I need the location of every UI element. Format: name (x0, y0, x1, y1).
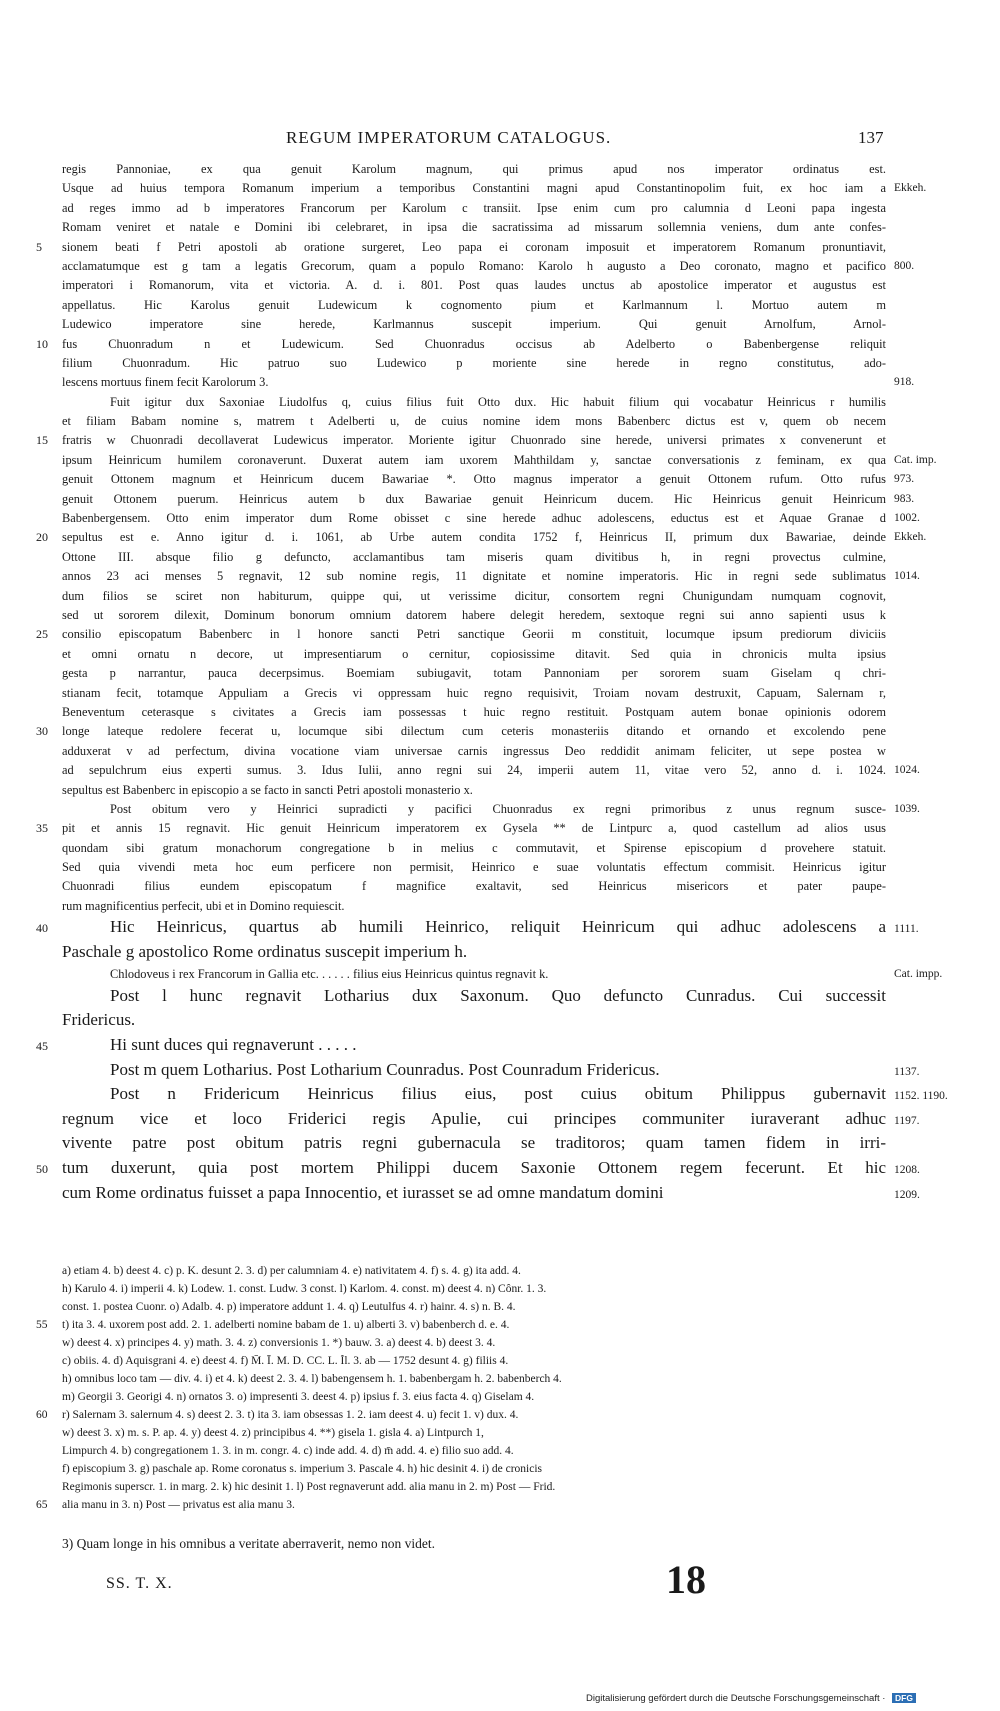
margin-note: 1014. (894, 570, 920, 583)
text-line (0, 722, 1000, 741)
line-number: 25 (36, 627, 48, 642)
text-line (0, 315, 1000, 334)
line-text: regis Pannoniae, ex qua genuit Karolum magnum, qui primus apud nos imperator ordinatus est. (62, 162, 886, 176)
footnote-text: w) deest 3. x) m. s. P. ap. 4. y) deest 4. z) principibus 4. **) gisela 1. gisla 4. a) Lintpurch 1, (62, 1427, 484, 1439)
line-text: annos 23 aci menses 5 regnavit, 12 sub nomine regis, 11 dignitate et nomine imperatoris. Hic in regni sede sublimatus (62, 569, 886, 584)
footnote-line (0, 1371, 1000, 1389)
page-number: 137 (858, 128, 884, 147)
line-text: ipsum Heinricum humilem coronaverunt. Duxerat autem iam uxorem Mahthildam y, sanctae conversationis z feminam, ex qua (62, 452, 886, 467)
line-text: Hi sunt duces qui regnaverunt . . . . . (110, 1035, 357, 1054)
footnote-text: Regimonis superscr. 1. in marg. 2. k) hic desinit 1. l) Post regnaverunt add. alia manu in 2. m) Post — Frid. (62, 1481, 556, 1493)
line-text: sepultus est e. Anno igitur d. i. 1061, ab Urbe autem condita 1752 f, Heinricus II, primum dux Bawariae, deinde (62, 530, 886, 545)
line-text: acclamatumque est g tam a legatis Grecorum, quam a populo Romano: Karolo h augusto a Deo coronato, magno et pacifico (62, 258, 886, 273)
line-text: fratris w Chuonradi decollaverat Ludewicus imperator. Moriente igitur Chuonrado sine herede, universi primates x convenerunt et (62, 433, 886, 448)
line-number: 10 (36, 336, 48, 351)
text-line (0, 451, 1000, 470)
text-line (0, 354, 1000, 373)
text-line (0, 296, 1000, 315)
footnote-text: w) deest 4. x) principes 4. y) math. 3. 4. z) conversionis 1. *) bauw. 3. a) deest 4. b) deest 3. 4. (62, 1337, 496, 1349)
line-text: gesta p narrantur, pauca decerpsimus. Boemiam subiugavit, totam Pannoniam per sororem suam Giselam q chri- (62, 666, 886, 681)
margin-note: 983. (894, 492, 915, 505)
text-line (0, 916, 1000, 941)
margin-note: 1111. (894, 923, 919, 936)
text-line (0, 606, 1000, 625)
text-line (0, 965, 1000, 984)
footnote-text: t) ita 3. 4. uxorem post add. 2. 1. adelberti nomine babam de 1. u) alberti 3. v) babenberch d. e. 4. (62, 1319, 510, 1331)
footnote-line (0, 1353, 1000, 1371)
text-line (0, 509, 1000, 528)
text-line (0, 1108, 1000, 1133)
footnote-line (0, 1263, 1000, 1281)
line-text: quondam sibi gratum monachorum congregatione b in melius c commutavit, et Spirense episcopium d provehere statuit. (62, 840, 886, 855)
footnote-text: r) Salernam 3. salernum 4. s) deest 2. 3. t) ita 3. iam obsessas 1. 2. iam deest 4. u) fecit 1. v) dux. 4. (62, 1409, 519, 1421)
text-line (0, 431, 1000, 450)
line-text: genuit Ottonem puerum. Heinricus autem b dux Bawariae genuit Heinricum ducem. Hic Heinricus genuit Heinricum (62, 491, 886, 506)
line-text: rum magnificentius perfecit, ubi et in Domino requiescit. (62, 898, 345, 913)
margin-note: Ekkeh. (894, 182, 927, 195)
line-text: longe lateque redolere fecerat u, locumque sibi dilectum cum ceteris monasteriis ditando et ornando et excolendo pene (62, 724, 886, 739)
line-text: Fridericus. (62, 1010, 136, 1030)
margin-note: 1137. (894, 1065, 920, 1078)
line-text: Chlodoveus i rex Francorum in Gallia etc. . . . . . filius eius Heinricus quintus regnavit k. (110, 967, 549, 982)
line-number: 65 (36, 1499, 48, 1511)
footnote-line (0, 1281, 1000, 1299)
text-line (0, 218, 1000, 237)
text-line (0, 684, 1000, 703)
line-text: Romam veniret et natale e Domini ibi celebraret, in ipsa die sacratissima ad missarum sollemnia veniens, dum ante confes- (62, 220, 886, 235)
text-line (0, 567, 1000, 586)
margin-note: 1002. (894, 512, 920, 525)
page-header (0, 128, 1000, 158)
line-text: Ottone III. absque filio g defuncto, acclamantibus tam miseris quam divitibus h, in regni provectus culmine, (62, 549, 886, 564)
line-number: 30 (36, 724, 48, 739)
line-text: ad reges immo ad b imperatores Francorum per Karolum c transiit. Ipse enim cum pro calumnia d Leoni papa ingesta (62, 200, 886, 215)
text-line (0, 1132, 1000, 1157)
line-text: fus Chuonradum n et Ludewicum. Sed Chuonradus occisus ab Adelberto o Babenbergense reliquit (62, 336, 886, 351)
text-line (0, 276, 1000, 295)
line-text: Sed quia vivendi meta hoc eum perficere non permisit, Heinrico e suae voluntatis effectum commisit. Heinricus igitur (62, 860, 886, 875)
line-text: genuit Ottonem magnum et Heinricum ducem Bawariae *. Otto magnus imperator a genuit Ottonem rufum. Otto rufus (62, 472, 886, 487)
text-line (0, 839, 1000, 858)
text-line (0, 985, 1000, 1010)
footnote-text: h) Karulo 4. i) imperii 4. k) Lodew. 1. const. Ludw. 3 const. l) Karlom. 4. const. m) deest 4. n) Cônr. 1. 3. (62, 1283, 547, 1295)
text-line (0, 470, 1000, 489)
text-line (0, 412, 1000, 431)
text-line (0, 528, 1000, 547)
line-number: 5 (36, 239, 42, 254)
line-text: imperatori i Romanorum, vita et victoria. A. d. i. 801. Post quas laudes unctus ab apostolice imperator et augustus est (62, 278, 886, 293)
text-line (0, 160, 1000, 179)
line-text: adduxerat v ad perfectum, divina vocatione viam universae carnis ingressus Deo reddidit animam feliciter, ut sepe postea w (62, 743, 886, 758)
text-line (0, 179, 1000, 198)
line-text: cum Rome ordinatus fuisset a papa Innocentio, et iurasset se ad omne mandatum domini (62, 1182, 664, 1202)
text-line (0, 490, 1000, 509)
footnote-text: Limpurch 4. b) congregationem 1. 3. in m. congr. 4. c) inde add. 4. d) m̄ add. 4. e) filio suo add. 4. (62, 1445, 514, 1457)
text-line (0, 877, 1000, 896)
line-number: 60 (36, 1409, 48, 1421)
margin-note: 1039. (894, 802, 920, 815)
text-line (0, 800, 1000, 819)
footnote-line (0, 1425, 1000, 1443)
text-line (0, 257, 1000, 276)
line-number: 50 (36, 1161, 48, 1176)
line-text: appellatus. Hic Karolus genuit Ludewicum k cognomento pium et Karlmannum l. Mortuo autem m (62, 297, 886, 312)
main-text (0, 160, 1000, 1206)
text-line (0, 781, 1000, 800)
line-text: dum filios se sciret non habiturum, quippe qui, ut verissime dicitur, consortem regni Chunigundam numquam cognovit, (62, 588, 886, 603)
footnote-line (0, 1407, 1000, 1425)
line-number: 55 (36, 1319, 48, 1331)
margin-note: 1209. (894, 1188, 920, 1201)
line-text: Post l hunc regnavit Lotharius dux Saxonum. Quo defuncto Cunradus. Cui successit (110, 985, 886, 1005)
text-line (0, 645, 1000, 664)
line-text: Chuonradi filius eundem episcopatum f magnifice exaltavit, sed Heinricus misericors et pater paupe- (62, 879, 886, 894)
margin-note: 800. (894, 259, 915, 272)
line-text: Post n Fridericum Heinricus filius eius, post cuius obitum Philippus gubernavit (110, 1084, 886, 1104)
line-text: sionem beati f Petri apostoli ab oratione surgeret, Leo papa ei coronam imposuit et imperatorem Romanum pronuntiavit, (62, 239, 886, 254)
dfg-logo: DFG (892, 1693, 916, 1703)
line-text: consilio episcopatum Babenberc in l honore sancti Petri sanctique Georii m constituit, locumque ipsum prediorum diviciis (62, 627, 886, 642)
footnote-line (0, 1497, 1000, 1515)
footnote-text: a) etiam 4. b) deest 4. c) p. K. desunt 2. 3. d) per calumniam 4. e) nativitatem 4. f) s. 4. g) ita add. 4. (62, 1265, 521, 1277)
volume-signature: SS. T. X. (106, 1575, 173, 1592)
footnote-text: f) episcopium 3. g) paschale ap. Rome coronatus s. imperium 3. Pascale 4. h) hic desinit 4. i) de cronicis (62, 1463, 543, 1475)
text-line (0, 1157, 1000, 1182)
line-text: et filiam Babam nomine s, matrem t Adelberti u, de cuius nomine idem mons Babenberc dictus est v, quem ob necem (62, 414, 886, 429)
line-text: Paschale g apostolico Rome ordinatus suscepit imperium h. (62, 941, 468, 961)
footnote-line (0, 1317, 1000, 1335)
line-number: 15 (36, 433, 48, 448)
footnote-line (0, 1335, 1000, 1353)
footnote-line (0, 1443, 1000, 1461)
text-line (0, 373, 1000, 392)
text-line (0, 1182, 1000, 1207)
line-text: Post m quem Lotharius. Post Lotharium Counradus. Post Counradum Fridericus. (110, 1059, 660, 1079)
line-text: stianam fecit, totamque Appuliam a Grecis vi oppressam huic regno requisivit, Troiam novam destruxit, Capuam, Salernam r, (62, 685, 886, 700)
text-line (0, 941, 1000, 966)
text-line (0, 587, 1000, 606)
margin-note: 973. (894, 473, 915, 486)
footnote-text: m) Georgii 3. Georigi 4. n) ornatos 3. o) impresenti 3. deest 4. p) ipsius f. 3. eius facta 4. q) Giselam 4. (62, 1391, 535, 1403)
margin-note: 1208. (894, 1163, 920, 1176)
footnotes (0, 1263, 1000, 1515)
text-line (0, 335, 1000, 354)
text-line (0, 199, 1000, 218)
line-text: Ludewico imperatore sine herede, Karlmannus suscepit imperium. Qui genuit Arnolfum, Arnol- (62, 317, 886, 332)
text-line (0, 742, 1000, 761)
text-line (0, 1034, 1000, 1059)
margin-note: 1197. (894, 1114, 920, 1127)
line-number: 45 (36, 1039, 48, 1053)
editor-remark: 3) Quam longe in his omnibus a veritate aberraverit, nemo non videt. (62, 1536, 436, 1551)
line-text: regnum vice et loco Friderici regis Apulie, cui principes communiter iuraverant adhuc (62, 1108, 886, 1128)
text-line (0, 703, 1000, 722)
footnote-text: c) obiis. 4. d) Aquisgrani 4. e) deest 4. f) M̄. Ī. M. D. CC. L. Ĭl. 3. ab — 1752 desunt 4. g) filiis 4. (62, 1355, 509, 1367)
sheet-signature-number: 18 (666, 1557, 706, 1602)
line-text: Post obitum vero y Heinrici supradicti y pacifici Chuonradus ex regni primoribus z unus regnum susce- (110, 801, 886, 816)
footnote-text: const. 1. postea Cuonr. o) Adalb. 4. p) imperatore addunt 1. 4. q) Leutulfus 4. r) hainr. 4. s) n. B. 4. (62, 1301, 516, 1313)
running-title: REGUM IMPERATORUM CATALOGUS. (286, 128, 612, 147)
line-text: sepultus est Babenberc in episcopio a se facto in sancti Petri apostoli monasterio x. (62, 782, 473, 797)
line-number: 35 (36, 821, 48, 836)
margin-note: Cat. impp. (894, 968, 943, 981)
line-text: Fuit igitur dux Saxoniae Liudolfus q, cuius filius fuit Otto dux. Hic habuit filium qui vocabatur Heinricus r humilis (110, 394, 886, 409)
text-line (0, 625, 1000, 644)
line-text: filium Chuonradum. Hic patruo suo Ludewico p moriente sine herede in regno constitutus, ado- (62, 355, 886, 370)
line-text: Babenbergensem. Otto enim imperator dum Rome obisset c sine herede adhuc adolescens, eductus est et Aquae Granae d (62, 511, 886, 526)
margin-note: 918. (894, 376, 915, 389)
text-line (0, 1009, 1000, 1034)
text-line (0, 664, 1000, 683)
margin-note: Cat. imp. (894, 453, 937, 466)
line-text: pit et annis 15 regnavit. Hic genuit Heinricum imperatorem ex Gysela ** de Lintpurc a, quod castellum ad alios usus (62, 821, 886, 836)
footnote-line (0, 1299, 1000, 1317)
credit-text: Digitalisierung gefördert durch die Deutsche Forschungsgemeinschaft · (586, 1693, 886, 1704)
text-line (0, 238, 1000, 257)
line-text: ad sepulchrum eius experti sumus. 3. Idus Iulii, anno regni sui 24, imperii autem 11, vitae vero 52, anno d. i. 1024. (62, 763, 886, 778)
footnote-line (0, 1461, 1000, 1479)
line-text: Beneventum ceterasque s civitates a Grecis iam possessas t huic regno restituit. Postquam autem bonae opinionis odorem (62, 704, 886, 719)
text-line (0, 1059, 1000, 1084)
line-text: sed ut sororem dilexit, Dominum bonorum omnium datorem habere delegit heredem, sextoque regni sui anno sapienti usus k (62, 607, 886, 622)
margin-note: 1024. (894, 764, 920, 777)
margin-note: Ekkeh. (894, 531, 927, 544)
text-line (0, 858, 1000, 877)
line-text: Hic Heinricus, quartus ab humili Heinrico, reliquit Heinricum qui adhuc adolescens a (110, 917, 886, 937)
text-line (0, 548, 1000, 567)
line-text: et omni ornatu n decore, ut impresentiarum o cernitur, copiosissime ditavit. Sed quia in chronicis multa ipsius (62, 646, 886, 661)
footnote-line (0, 1389, 1000, 1407)
line-number: 40 (36, 921, 48, 936)
digitization-credit (586, 1693, 916, 1704)
line-text: lescens mortuus finem fecit Karolorum 3. (62, 375, 269, 390)
margin-note: 1152. 1190. (894, 1090, 948, 1103)
line-text: Usque ad huius tempora Romanum imperium a temporibus Constantini magni apud Constantinopolim fuit, ex hoc iam a (62, 181, 886, 196)
text-line (0, 761, 1000, 780)
footnote-text: alia manu in 3. n) Post — privatus est alia manu 3. (62, 1499, 295, 1511)
text-line (0, 393, 1000, 412)
text-line (0, 897, 1000, 916)
line-text: vivente patre post obitum patris regni gubernacula se traditoros; quam tamen fidem in irri- (62, 1133, 886, 1153)
line-text: tum duxerunt, quia post mortem Philippi ducem Saxonie Ottonem regem fecerunt. Et hic (62, 1157, 886, 1177)
line-number: 20 (36, 530, 48, 545)
footnote-text: h) omnibus loco tam — div. 4. i) et 4. k) deest 2. 3. 4. l) babengensem h. 1. babenbergam h. 2. babenberch 4. (62, 1373, 562, 1385)
text-line (0, 819, 1000, 838)
footnote-line (0, 1479, 1000, 1497)
text-line (0, 1083, 1000, 1108)
